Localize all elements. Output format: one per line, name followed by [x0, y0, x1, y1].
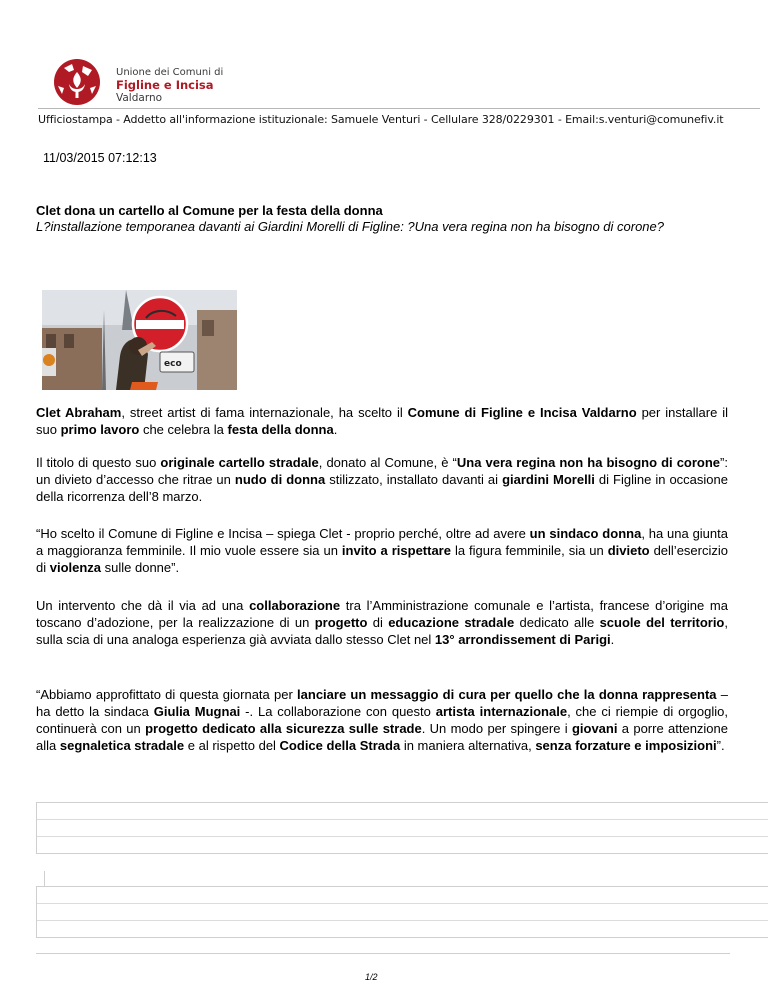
- emphasis-text: senza forzature e imposizioni: [535, 738, 717, 753]
- table-row: [37, 803, 768, 820]
- body-text: “Ho scelto il Comune di Figline e Incisa – spiega Clet - proprio perché, oltre ad avere: [36, 526, 530, 541]
- body-text: .: [610, 632, 615, 647]
- body-text: in maniera alternativa,: [400, 738, 536, 753]
- table-marker: [44, 871, 45, 887]
- paragraph-2: [36, 454, 728, 505]
- emphasis-text: progetto: [314, 615, 368, 630]
- body-text: “Abbiamo approfittato di questa giornata per: [36, 687, 298, 702]
- body-text: .: [333, 422, 338, 437]
- emphasis-text: violenza: [49, 560, 102, 575]
- table-row: [37, 921, 768, 937]
- paragraph-5: [36, 686, 728, 754]
- emphasis-text: invito a rispettare: [341, 543, 451, 558]
- body-text: , sulla scia di una analoga esperienza già avviata dallo stesso Clet nel: [36, 615, 728, 647]
- paragraph-4: [36, 597, 728, 648]
- body-text: , ha una giunta a maggioranza femminile. Il mio vuole essere sia un: [36, 526, 728, 558]
- table-row: [37, 887, 768, 904]
- article-timestamp: 11/03/2015 07:12:13: [43, 151, 157, 165]
- emphasis-text: un sindaco donna: [529, 526, 642, 541]
- body-text: – ha detto la sindaca: [36, 687, 728, 719]
- body-text: , che ci riempie di orgoglio, continuerà con un: [36, 704, 728, 736]
- emphasis-text: artista internazionale: [435, 704, 568, 719]
- emphasis-text: Una vera regina non ha bisogno di corone: [456, 455, 721, 470]
- body-text: , donato al Comune, è “: [318, 455, 457, 470]
- body-text: ”.: [716, 738, 725, 753]
- body-text: ”: un divieto d’accesso che ritrae un: [36, 455, 728, 487]
- emphasis-text: nudo di donna: [234, 472, 326, 487]
- body-text: a porre attenzione alla: [36, 721, 729, 753]
- logo-line1: Unione dei Comuni di: [116, 67, 224, 78]
- emphasis-text: progetto dedicato alla sicurezza sulle strade: [145, 721, 422, 736]
- emphasis-text: divieto: [607, 543, 650, 558]
- emphasis-text: Clet Abraham: [36, 405, 122, 420]
- body-text: la figura femminile, sia un: [450, 543, 608, 558]
- body-text: di: [367, 615, 389, 630]
- empty-table-top: [36, 802, 768, 854]
- header-divider: [38, 108, 760, 109]
- body-text: di Figline in occasione della ricorrenza dell’8 marzo.: [36, 472, 728, 504]
- body-text: tra l’Amministrazione comunale e l’artista, francese d’origine ma toscano d’adozione, per la realizzazione di un: [36, 598, 728, 630]
- footer-divider: [36, 953, 730, 954]
- emphasis-text: Comune di Figline e Incisa Valdarno: [407, 405, 637, 420]
- logo-line3: Valdarno: [116, 92, 163, 104]
- body-text: Un intervento che dà il via ad una: [36, 598, 250, 613]
- photo-sign-text: eco: [164, 359, 182, 369]
- emphasis-text: giovani: [571, 721, 618, 736]
- empty-table-bottom: [36, 886, 768, 938]
- emphasis-text: 13° arrondissement di Parigi: [434, 632, 611, 647]
- table-row: [37, 837, 768, 853]
- emphasis-text: educazione stradale: [388, 615, 515, 630]
- page-number: 1/2: [365, 972, 378, 982]
- body-text: stilizzato, installato davanti ai: [325, 472, 503, 487]
- body-text: dell’esercizio di: [36, 543, 728, 575]
- body-text: -. La collaborazione con questo: [240, 704, 436, 719]
- body-text: dedicato alle: [514, 615, 600, 630]
- emphasis-text: collaborazione: [249, 598, 341, 613]
- article-title: Clet dona un cartello al Comune per la festa della donna: [36, 203, 383, 218]
- paragraph-1: [36, 404, 728, 438]
- body-text: e al rispetto del: [184, 738, 280, 753]
- press-office-contact: Ufficiostampa - Addetto all'informazione istituzionale: Samuele Venturi - Cellulare 328/0229301 - Email:s.venturi@comunefiv.it: [38, 113, 724, 126]
- body-text: , street artist di fama internazionale, ha scelto il: [121, 405, 408, 420]
- emphasis-text: segnaletica stradale: [59, 738, 185, 753]
- table-row: [37, 820, 768, 837]
- emphasis-text: giardini Morelli: [502, 472, 595, 487]
- emphasis-text: scuole del territorio: [599, 615, 725, 630]
- paragraph-3: [36, 525, 728, 576]
- body-text: per installare il suo: [36, 405, 728, 437]
- article-subtitle: L?installazione temporanea davanti ai Giardini Morelli di Figline: ?Una vera regina non ha bisogno di corone?: [36, 219, 664, 234]
- emphasis-text: festa della donna: [227, 422, 334, 437]
- emphasis-text: Giulia Mugnai: [153, 704, 241, 719]
- emphasis-text: lanciare un messaggio di cura per quello che la donna rappresenta: [297, 687, 717, 702]
- emphasis-text: originale cartello stradale: [160, 455, 319, 470]
- emphasis-text: Codice della Strada: [279, 738, 401, 753]
- body-text: . Un modo per spingere i: [421, 721, 572, 736]
- table-row: [37, 904, 768, 921]
- logo-text: [116, 66, 223, 105]
- logo-line2: Figline e Incisa: [116, 78, 214, 92]
- body-text: Il titolo di questo suo: [36, 455, 161, 470]
- body-text: che celebra la: [139, 422, 228, 437]
- emphasis-text: primo lavoro: [60, 422, 140, 437]
- body-text: sulle donne”.: [101, 560, 180, 575]
- article-photo: [42, 290, 237, 390]
